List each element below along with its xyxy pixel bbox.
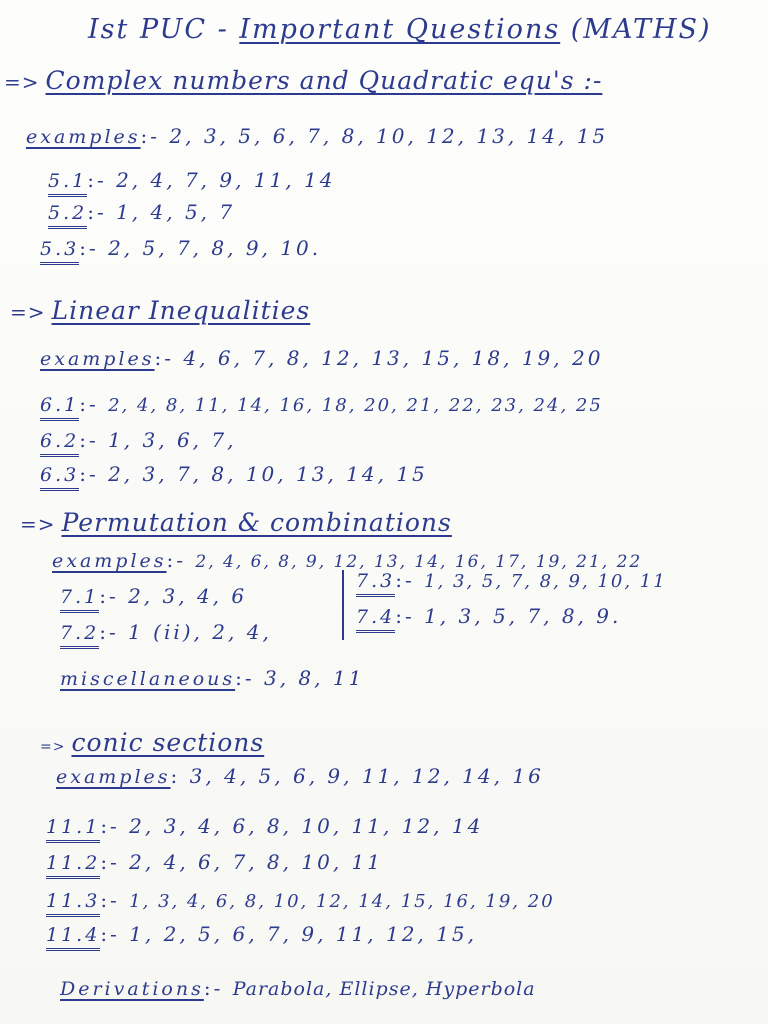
arrow-icon: => [4,70,40,94]
row-miscellaneous: miscellaneous:- 3, 8, 11 [60,666,365,690]
row-11-3: 11.3:- 1, 3, 4, 6, 8, 10, 12, 14, 15, 16, 19, 20 [46,888,555,912]
row-linear-examples: examples:- 4, 6, 7, 8, 12, 13, 15, 18, 19, 20 [40,346,604,370]
row-derivations: Derivations:- Parabola, Ellipse, Hyperbola [60,976,536,1000]
arrow-icon: => [10,300,46,324]
row-6-1: 6.1:- 2, 4, 8, 11, 14, 16, 18, 20, 21, 22, 23, 24, 25 [40,392,603,416]
row-7-3: 7.3:- 1, 3, 5, 7, 8, 9, 10, 11 [356,568,667,592]
row-6-2: 6.2:- 1, 3, 6, 7, [40,428,236,452]
section-heading-conic: => conic sections [40,728,265,757]
title-subject: (MATHS) [570,14,712,45]
row-11-1: 11.1:- 2, 3, 4, 6, 8, 10, 11, 12, 14 [46,814,483,838]
row-complex-examples: examples:- 2, 3, 5, 6, 7, 8, 10, 12, 13, 14, 15 [26,124,609,148]
row-5-1: 5.1:- 2, 4, 7, 9, 11, 14 [48,168,335,192]
row-5-2: 5.2:- 1, 4, 5, 7 [48,200,235,224]
row-5-3: 5.3:- 2, 5, 7, 8, 9, 10. [40,236,321,260]
row-7-4: 7.4:- 1, 3, 5, 7, 8, 9. [356,604,621,628]
row-7-1: 7.1:- 2, 3, 4, 6 [60,584,247,608]
row-conic-examples: examples: 3, 4, 5, 6, 9, 11, 12, 14, 16 [56,764,544,788]
section-heading-linear: => Linear Inequalities [10,296,311,325]
arrow-icon: => [40,739,66,755]
row-11-2: 11.2:- 2, 4, 6, 7, 8, 10, 11 [46,850,383,874]
section-heading-permutation: => Permutation & combinations [20,508,452,537]
title-main: Important Questions [239,14,561,45]
section-heading-complex: => Complex numbers and Quadratic equ's :- [4,66,603,95]
row-6-3: 6.3:- 2, 3, 7, 8, 10, 13, 14, 15 [40,462,428,486]
row-permutation-examples: examples:- 2, 4, 6, 8, 9, 12, 13, 14, 16, 17, 19, 21, 22 [52,548,643,572]
row-7-2: 7.2:- 1 (ii), 2, 4, [60,620,272,644]
arrow-icon: => [20,512,56,536]
title-prefix: Ist PUC [88,14,208,45]
column-divider [342,570,344,640]
page-title [88,14,712,45]
title-dash: - [207,14,240,45]
row-11-4: 11.4:- 1, 2, 5, 6, 7, 9, 11, 12, 15, [46,922,477,946]
